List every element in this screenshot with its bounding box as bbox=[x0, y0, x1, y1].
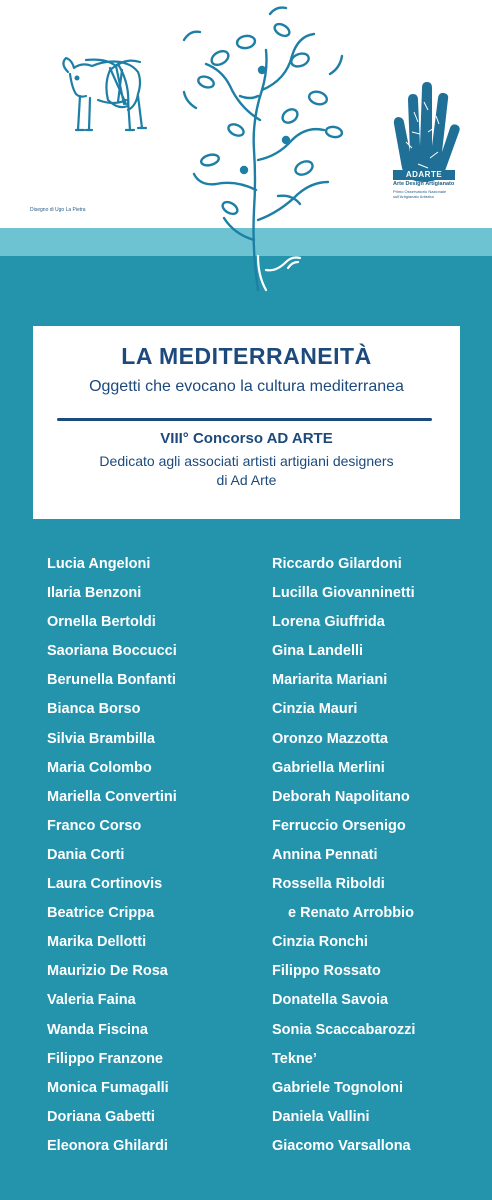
logo-subtitle: Arte Design Artigianato bbox=[393, 181, 455, 187]
donkey-drawing bbox=[63, 58, 146, 130]
list-item: Deborah Napolitano bbox=[272, 788, 410, 805]
list-item: Giacomo Varsallona bbox=[272, 1137, 411, 1154]
list-item: Bianca Borso bbox=[47, 701, 141, 718]
list-item: Gabriele Tognoloni bbox=[272, 1079, 404, 1096]
divider bbox=[57, 418, 432, 421]
title-card bbox=[33, 326, 460, 519]
list-item: Gina Landelli bbox=[272, 643, 364, 660]
list-item: Maurizio De Rosa bbox=[47, 963, 168, 980]
logo-small-line: Primo Osservatorio Nazionale bbox=[393, 189, 447, 194]
list-item: Mariella Convertini bbox=[47, 788, 177, 805]
list-item: Oronzo Mazzotta bbox=[272, 730, 388, 747]
list-item: Eleonora Ghilardi bbox=[47, 1137, 168, 1154]
logo-small-line: sull'Artigianato Artistico bbox=[393, 194, 435, 199]
list-item: Tekne’ bbox=[272, 1050, 317, 1067]
list-item: Berunella Bonfanti bbox=[47, 672, 176, 689]
list-item: Lucilla Giovanninetti bbox=[272, 585, 415, 602]
list-item: Riccardo Gilardoni bbox=[272, 556, 402, 572]
tree-roots bbox=[258, 256, 300, 290]
list-item: Daniela Vallini bbox=[272, 1108, 370, 1125]
list-item: Filippo Rossato bbox=[272, 963, 381, 980]
dedication-line: Dedicato agli associati artisti artigiani designers bbox=[99, 453, 394, 469]
list-item: Maria Colombo bbox=[47, 759, 152, 776]
list-item: Beatrice Crippa bbox=[47, 905, 155, 922]
list-item: Ferruccio Orsenigo bbox=[272, 817, 406, 834]
dedication-line: di Ad Arte bbox=[216, 472, 277, 488]
artist-list-left bbox=[47, 556, 177, 1167]
page-title: LA MEDITERRANEITÀ bbox=[121, 343, 372, 369]
list-item: Lorena Giuffrida bbox=[272, 614, 385, 631]
list-item: Saoriana Boccucci bbox=[47, 643, 177, 660]
list-item: Lucia Angeloni bbox=[47, 556, 151, 572]
list-item: Ornella Bertoldi bbox=[47, 614, 156, 631]
list-item: Doriana Gabetti bbox=[47, 1108, 155, 1125]
list-item: Sonia Scaccabarozzi bbox=[272, 1021, 416, 1038]
page-subtitle: Oggetti che evocano la cultura mediterranea bbox=[89, 378, 404, 395]
list-item: Gabriella Merlini bbox=[272, 759, 385, 776]
illustration-credit: Disegno di Ugo La Pietra bbox=[30, 207, 86, 213]
artist-list-right bbox=[272, 556, 415, 1167]
list-item: Silvia Brambilla bbox=[47, 730, 155, 747]
list-item: Rossella Riboldi bbox=[272, 876, 385, 893]
list-item: Wanda Fiscina bbox=[47, 1021, 148, 1038]
list-item: Valeria Faina bbox=[47, 992, 136, 1009]
dedication-text bbox=[33, 452, 460, 490]
logo-small-text bbox=[393, 189, 467, 199]
list-item: Franco Corso bbox=[47, 817, 142, 834]
list-item: Cinzia Mauri bbox=[272, 701, 358, 718]
list-item: Ilaria Benzoni bbox=[47, 585, 142, 602]
logo-name: ADARTE bbox=[393, 170, 455, 180]
list-item: Filippo Franzone bbox=[47, 1050, 163, 1067]
tree-drawing bbox=[184, 8, 343, 290]
list-item: Dania Corti bbox=[47, 846, 125, 863]
list-item: e Renato Arrobbio bbox=[288, 905, 414, 922]
list-item: Marika Dellotti bbox=[47, 934, 147, 951]
list-item: Donatella Savoia bbox=[272, 992, 389, 1009]
list-item: Cinzia Ronchi bbox=[272, 934, 368, 951]
list-item: Monica Fumagalli bbox=[47, 1079, 169, 1096]
list-item: Mariarita Mariani bbox=[272, 672, 388, 689]
list-item: Laura Cortinovis bbox=[47, 876, 163, 893]
list-item: Annina Pennati bbox=[272, 846, 378, 863]
contest-title: VIII° Concorso AD ARTE bbox=[160, 430, 333, 447]
